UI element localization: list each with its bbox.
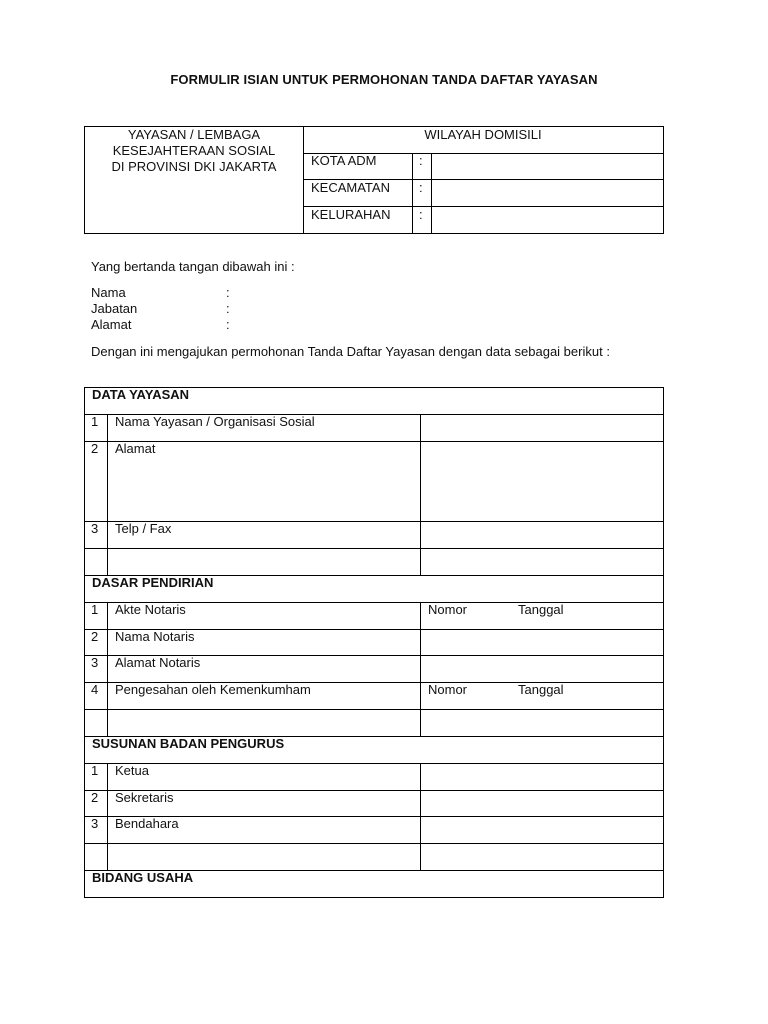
value-field[interactable] (420, 442, 663, 521)
nomor-label: Nomor (428, 682, 468, 697)
domicile-row-kota (303, 153, 663, 180)
row-number: 1 (91, 763, 99, 778)
colon-cell (412, 153, 432, 179)
row-number-cell (85, 710, 108, 736)
row-label: Alamat Notaris (115, 655, 201, 670)
row-number-cell (85, 522, 108, 548)
row-label: Sekretaris (115, 790, 174, 805)
row-number-cell (85, 817, 108, 843)
row-number-cell (85, 549, 108, 575)
value-field[interactable] (420, 764, 663, 790)
row-label: Akte Notaris (115, 602, 186, 617)
value-field[interactable] (420, 415, 663, 441)
row-number-cell (85, 791, 108, 816)
row-number-cell (85, 656, 108, 682)
domicile-row-kelurahan (303, 207, 663, 233)
row-number: 3 (91, 655, 99, 670)
signer-row-jabatan (91, 301, 291, 317)
signer-label: Alamat (91, 317, 132, 332)
signer-row-alamat (91, 317, 291, 333)
table-row (85, 549, 663, 576)
tanggal-label: Tanggal (518, 602, 564, 617)
value-field[interactable] (420, 791, 663, 816)
value-field[interactable] (420, 710, 663, 736)
institution-line: KESEJAHTERAAN SOSIAL (112, 143, 276, 158)
value-field[interactable] (420, 603, 663, 629)
domicile-title: WILAYAH DOMISILI (303, 127, 663, 154)
row-label: Bendahara (115, 816, 179, 831)
colon: : (226, 301, 230, 316)
row-number-cell (85, 630, 108, 655)
value-field[interactable] (420, 522, 663, 548)
row-number-cell (85, 764, 108, 790)
table-row (85, 764, 663, 791)
row-number-cell (85, 415, 108, 441)
row-label: Telp / Fax (115, 521, 172, 536)
colon: : (226, 317, 230, 332)
value-field[interactable] (420, 656, 663, 682)
section-heading: DASAR PENDIRIAN (85, 576, 663, 603)
colon-cell (412, 207, 432, 233)
institution-cell (85, 127, 304, 233)
colon: : (419, 180, 423, 195)
value-field[interactable] (420, 630, 663, 655)
table-row (85, 442, 663, 522)
table-row (85, 683, 663, 710)
domicile-row-kecamatan (303, 180, 663, 207)
signer-label: Nama (91, 285, 126, 300)
row-number: 3 (91, 521, 99, 536)
form-title: FORMULIR ISIAN UNTUK PERMOHONAN TANDA DAFTAR YAYASAN (170, 72, 598, 87)
row-number: 1 (91, 602, 99, 617)
institution-line: YAYASAN / LEMBAGA (127, 127, 261, 142)
row-label: Alamat (115, 441, 156, 456)
tanggal-label: Tanggal (518, 682, 564, 697)
section-heading: DATA YAYASAN (85, 388, 663, 415)
domicile-label: KELURAHAN (311, 207, 391, 222)
row-number-cell (85, 603, 108, 629)
row-number: 3 (91, 816, 99, 831)
row-number: 2 (91, 790, 99, 805)
domicile-label: KOTA ADM (311, 153, 377, 168)
row-number-cell (85, 683, 108, 709)
row-label: Pengesahan oleh Kemenkumham (115, 682, 311, 697)
section-heading: SUSUNAN BADAN PENGURUS (85, 737, 663, 764)
row-number-cell (85, 442, 108, 521)
section-heading: BIDANG USAHA (92, 870, 194, 885)
table-row (85, 844, 663, 871)
colon-cell (412, 180, 432, 206)
colon: : (419, 207, 423, 222)
value-field[interactable] (420, 683, 663, 709)
institution-line: DI PROVINSI DKI JAKARTA (111, 159, 277, 174)
row-number: 4 (91, 682, 99, 697)
table-row (85, 630, 663, 656)
colon: : (226, 285, 230, 300)
data-table (84, 387, 664, 898)
header-table (84, 126, 664, 234)
request-paragraph: Dengan ini mengajukan permohonan Tanda Daftar Yayasan dengan data sebagai berikut : (91, 344, 610, 359)
signer-label: Jabatan (91, 301, 138, 316)
table-row (85, 522, 663, 549)
table-row (85, 415, 663, 442)
table-row (85, 791, 663, 817)
intro-text: Yang bertanda tangan dibawah ini : (91, 259, 295, 274)
nomor-label: Nomor (428, 602, 468, 617)
value-field[interactable] (420, 844, 663, 870)
value-field[interactable] (420, 817, 663, 843)
row-label: Nama Yayasan / Organisasi Sosial (115, 414, 315, 429)
table-row (85, 603, 663, 630)
colon: : (419, 153, 423, 168)
value-field[interactable] (420, 549, 663, 575)
table-row (85, 656, 663, 683)
domicile-label: KECAMATAN (311, 180, 390, 195)
row-label: Nama Notaris (115, 629, 195, 644)
table-row (85, 710, 663, 737)
row-number-cell (85, 844, 108, 870)
row-number: 2 (91, 629, 99, 644)
row-number: 1 (91, 414, 99, 429)
row-number: 2 (91, 441, 99, 456)
table-row (85, 817, 663, 844)
row-label: Ketua (115, 763, 149, 778)
signer-row-nama (91, 285, 291, 301)
